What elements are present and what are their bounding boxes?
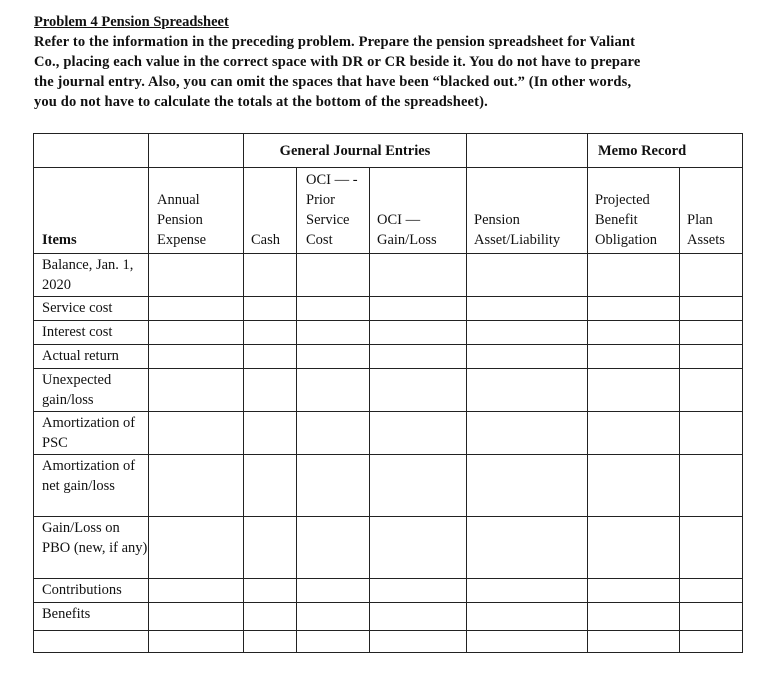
entry-cell[interactable] bbox=[149, 254, 244, 297]
entry-cell[interactable] bbox=[244, 345, 297, 369]
col-items: Items bbox=[34, 168, 149, 254]
row-label bbox=[34, 631, 149, 653]
entry-cell[interactable] bbox=[244, 321, 297, 345]
table-row bbox=[34, 631, 743, 653]
entry-cell[interactable] bbox=[588, 412, 680, 455]
entry-cell[interactable] bbox=[588, 369, 680, 412]
entry-cell[interactable] bbox=[297, 412, 370, 455]
table-row bbox=[34, 517, 743, 579]
entry-cell[interactable] bbox=[467, 369, 588, 412]
entry-cell[interactable] bbox=[149, 345, 244, 369]
table-row bbox=[34, 579, 743, 603]
entry-cell[interactable] bbox=[244, 254, 297, 297]
entry-cell[interactable] bbox=[588, 321, 680, 345]
entry-cell[interactable] bbox=[370, 603, 467, 631]
col-pension-asset-liability: Pension Asset/Liability bbox=[467, 168, 588, 254]
entry-cell[interactable] bbox=[467, 321, 588, 345]
entry-cell[interactable] bbox=[467, 603, 588, 631]
entry-cell[interactable] bbox=[467, 631, 588, 653]
entry-cell[interactable] bbox=[297, 603, 370, 631]
instruction-line-3: the journal entry. Also, you can omit the spaces that have been “blacked out.” (In other words, bbox=[34, 74, 632, 90]
entry-cell[interactable] bbox=[588, 517, 680, 579]
entry-cell[interactable] bbox=[244, 369, 297, 412]
entry-cell[interactable] bbox=[244, 412, 297, 455]
col-cash: Cash bbox=[244, 168, 297, 254]
entry-cell[interactable] bbox=[680, 321, 743, 345]
entry-cell[interactable] bbox=[297, 579, 370, 603]
entry-cell[interactable] bbox=[467, 517, 588, 579]
table-row bbox=[34, 412, 743, 455]
col-oci-prior-service-cost: OCI — - Prior Service Cost bbox=[297, 168, 370, 254]
entry-cell[interactable] bbox=[149, 369, 244, 412]
column-header-row bbox=[34, 168, 743, 254]
col-oci-gain-loss: OCI — Gain/Loss bbox=[370, 168, 467, 254]
entry-cell[interactable] bbox=[297, 517, 370, 579]
table-row bbox=[34, 369, 743, 412]
instruction-line-2: Co., placing each value in the correct space with DR or CR beside it. You do not have to prepare bbox=[34, 54, 641, 70]
row-label: Amortization of PSC bbox=[34, 412, 149, 455]
pension-spreadsheet bbox=[33, 133, 743, 653]
entry-cell[interactable] bbox=[467, 297, 588, 321]
entry-cell[interactable] bbox=[149, 579, 244, 603]
entry-cell[interactable] bbox=[467, 345, 588, 369]
entry-cell[interactable] bbox=[680, 369, 743, 412]
entry-cell[interactable] bbox=[680, 412, 743, 455]
entry-cell[interactable] bbox=[149, 455, 244, 517]
entry-cell[interactable] bbox=[680, 345, 743, 369]
table-row bbox=[34, 321, 743, 345]
entry-cell[interactable] bbox=[149, 631, 244, 653]
entry-cell[interactable] bbox=[370, 579, 467, 603]
entry-cell[interactable] bbox=[370, 369, 467, 412]
table-row bbox=[34, 345, 743, 369]
entry-cell[interactable] bbox=[467, 455, 588, 517]
row-label: Service cost bbox=[34, 297, 149, 321]
entry-cell[interactable] bbox=[588, 254, 680, 297]
entry-cell[interactable] bbox=[244, 603, 297, 631]
entry-cell[interactable] bbox=[244, 455, 297, 517]
entry-cell[interactable] bbox=[149, 517, 244, 579]
entry-cell[interactable] bbox=[370, 297, 467, 321]
entry-cell[interactable] bbox=[588, 579, 680, 603]
entry-cell[interactable] bbox=[149, 412, 244, 455]
entry-cell[interactable] bbox=[244, 517, 297, 579]
entry-cell[interactable] bbox=[149, 297, 244, 321]
col-annual-pension-expense: Annual Pension Expense bbox=[149, 168, 244, 254]
entry-cell[interactable] bbox=[588, 603, 680, 631]
col-plan-assets: Plan Assets bbox=[680, 168, 743, 254]
entry-cell[interactable] bbox=[244, 579, 297, 603]
problem-heading bbox=[34, 12, 774, 112]
entry-cell[interactable] bbox=[588, 297, 680, 321]
entry-cell[interactable] bbox=[680, 455, 743, 517]
row-label: Contributions bbox=[34, 579, 149, 603]
entry-cell[interactable] bbox=[297, 297, 370, 321]
entry-cell[interactable] bbox=[370, 254, 467, 297]
entry-cell[interactable] bbox=[467, 412, 588, 455]
memo-record-header: Memo Record bbox=[588, 134, 743, 168]
table-row bbox=[34, 297, 743, 321]
entry-cell[interactable] bbox=[244, 297, 297, 321]
entry-cell[interactable] bbox=[370, 455, 467, 517]
entry-cell[interactable] bbox=[149, 603, 244, 631]
entry-cell[interactable] bbox=[680, 579, 743, 603]
entry-cell[interactable] bbox=[297, 631, 370, 653]
table-row bbox=[34, 254, 743, 297]
entry-cell[interactable] bbox=[297, 321, 370, 345]
instruction-line-4: you do not have to calculate the totals at the bottom of the spreadsheet). bbox=[34, 94, 488, 110]
group-header-row bbox=[34, 134, 743, 168]
entry-cell[interactable] bbox=[244, 631, 297, 653]
row-label: Gain/Loss on PBO (new, if any) bbox=[34, 517, 149, 579]
entry-cell[interactable] bbox=[680, 254, 743, 297]
entry-cell[interactable] bbox=[467, 579, 588, 603]
entry-cell[interactable] bbox=[680, 517, 743, 579]
entry-cell[interactable] bbox=[680, 297, 743, 321]
row-label: Amortization of net gain/loss bbox=[34, 455, 149, 517]
row-label: Actual return bbox=[34, 345, 149, 369]
entry-cell[interactable] bbox=[680, 631, 743, 653]
table-row bbox=[34, 603, 743, 631]
entry-cell[interactable] bbox=[588, 631, 680, 653]
entry-cell[interactable] bbox=[370, 631, 467, 653]
row-label: Interest cost bbox=[34, 321, 149, 345]
row-label: Unexpected gain/loss bbox=[34, 369, 149, 412]
entry-cell[interactable] bbox=[588, 345, 680, 369]
entry-cell[interactable] bbox=[370, 517, 467, 579]
entry-cell[interactable] bbox=[467, 254, 588, 297]
entry-cell[interactable] bbox=[149, 321, 244, 345]
row-label: Balance, Jan. 1, 2020 bbox=[34, 254, 149, 297]
entry-cell[interactable] bbox=[297, 345, 370, 369]
entry-cell[interactable] bbox=[370, 412, 467, 455]
entry-cell[interactable] bbox=[297, 455, 370, 517]
entry-cell[interactable] bbox=[297, 369, 370, 412]
entry-cell[interactable] bbox=[297, 254, 370, 297]
problem-title: Problem 4 Pension Spreadsheet bbox=[34, 14, 229, 30]
general-journal-header: General Journal Entries bbox=[244, 134, 467, 168]
entry-cell[interactable] bbox=[680, 603, 743, 631]
entry-cell[interactable] bbox=[588, 455, 680, 517]
row-label: Benefits bbox=[34, 603, 149, 631]
table-row bbox=[34, 455, 743, 517]
entry-cell[interactable] bbox=[370, 321, 467, 345]
instruction-line-1: Refer to the information in the preceding problem. Prepare the pension spreadsheet for Valiant bbox=[34, 34, 636, 50]
col-projected-benefit-obligation: Projected Benefit Obligation bbox=[588, 168, 680, 254]
entry-cell[interactable] bbox=[370, 345, 467, 369]
